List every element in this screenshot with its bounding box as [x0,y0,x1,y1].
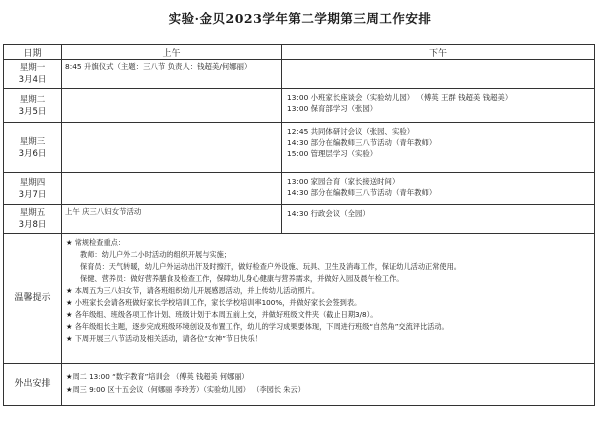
table-row [4,205,595,234]
tips-cell [62,234,595,364]
weekday-label: 星期一 [19,63,46,73]
pm-item: 12:45 共同体研讨会议（张园、实验） [287,127,415,136]
table-row [4,89,595,123]
pm-cell [282,89,595,123]
outings-label: 外出安排 [4,364,62,406]
pm-item: 14:30 部分在编教师三八节活动（青年教师） [287,138,437,147]
pm-item: 13:00 家园合育（家长接送时间） [287,177,400,186]
pm-item: 13:00 小班家长座谈会（实验幼儿园） （傅英 王群 钱超美 钱超美） [287,93,513,102]
pm-cell [282,60,595,89]
am-cell [62,123,282,173]
tip-line: ★ 各年级组长主题，逐步完成班级环境创设及布置工作，幼儿的学习成果要体现，下周进行班级“自然角”交流评比活动。 [66,322,449,331]
pm-cell [282,123,595,173]
day-cell [4,205,62,234]
schedule-table [3,44,595,406]
weekday-label: 星期五 [19,208,46,218]
tip-line: ★ 常规检查重点： [66,238,126,247]
pm-item: 13:00 保育部学习（张园） [287,104,378,113]
pm-item: 14:30 行政会议（全园） [287,209,370,218]
weekday-label: 星期二 [19,94,46,105]
tip-line: 教师：幼儿户外二小时活动的组织开展与实施； [80,250,231,259]
day-cell [4,173,62,205]
tip-line: 保育员：天气转暖，幼儿户外运动出汗及时擦汗，做好检查户外设施、玩具、卫生及消毒工作，保证幼儿活动正常使用。 [80,262,461,271]
header-row [4,45,595,60]
header-pm: 下午 [282,45,595,60]
tips-row [4,234,595,364]
table-row [4,60,595,89]
am-cell [62,173,282,205]
table-row [4,173,595,205]
am-cell: 8:45 升旗仪式（主题：三八节 负责人：钱超美/何娜丽） [62,60,282,89]
table-row [4,123,595,173]
date-label: 3月6日 [18,148,47,159]
tips-label: 温馨提示 [4,234,62,364]
date-label: 3月7日 [18,189,47,200]
day-cell [4,89,62,123]
document-title: 实验·金贝2023学年第二学期第三周工作安排 [168,11,432,26]
date-label: 3月4日 [18,75,47,85]
pm-cell [282,173,595,205]
outings-row [4,364,595,406]
day-cell [4,60,62,89]
outing-line: ★周二 13:00 “数字教育”培训会 （傅英 钱超美 何娜丽） [66,372,249,381]
pm-cell [282,205,595,234]
tip-line: 保健、营养员：做好营养膳食及检查工作，保障幼儿身心健康与营养需求，并做好入园及晨午检工作。 [80,274,404,283]
header-am: 上午 [62,45,282,60]
day-cell [4,123,62,173]
weekday-label: 星期四 [19,177,46,188]
am-cell: 上午 庆三八妇女节活动 [62,205,282,234]
pm-item: 14:30 部分在编教师三八节活动（青年教师） [287,188,437,197]
tip-line: ★ 下周开展三八节活动及相关活动，请各位“女神”节日快乐！ [66,334,262,343]
weekday-label: 星期三 [19,136,46,147]
pm-item: 15:00 管理层学习（实验） [287,149,378,158]
date-label: 3月5日 [18,106,47,117]
header-date: 日期 [4,45,62,60]
tip-line: ★ 各年级组、班级各项工作计划、班级计划于本周五前上交，并做好班级文件夹（截止日期3/8）。 [66,310,378,319]
tip-line: ★ 本周五为三八妇女节，请各班组织幼儿开展感恩活动，并上传幼儿活动照片。 [66,286,320,295]
outings-cell [62,364,595,406]
date-label: 3月8日 [18,220,47,230]
tip-line: ★ 小班家长会请各班做好家长学校培训工作，家长学校培训率100%，并做好家长会签到表。 [66,298,362,307]
am-cell [62,89,282,123]
outing-line: ★周三 9:00 区十五会议（何娜丽 李玲芳）（实验幼儿园） （李园长 朱云） [66,385,305,394]
